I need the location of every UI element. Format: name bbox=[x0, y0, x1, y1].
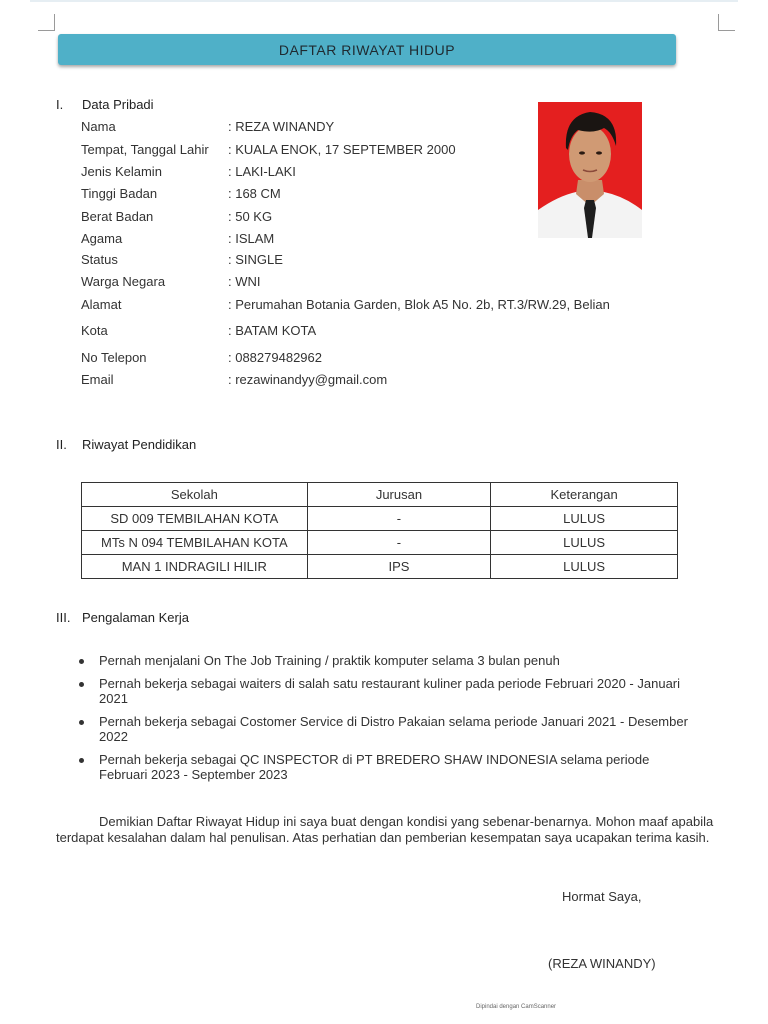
table-row bbox=[82, 555, 678, 579]
field-label: Jenis Kelamin bbox=[81, 164, 162, 179]
margin-corner-mark-right bbox=[718, 14, 735, 31]
section-number: II. bbox=[56, 437, 67, 452]
margin-corner-mark-left bbox=[38, 14, 55, 31]
list-item bbox=[79, 752, 689, 782]
field-value: : rezawinandyy@gmail.com bbox=[228, 372, 388, 387]
scanner-watermark: Dipindai dengan CamScanner bbox=[476, 1004, 557, 1010]
table-cell: LULUS bbox=[491, 531, 678, 555]
document-title: DAFTAR RIWAYAT HIDUP bbox=[58, 34, 676, 65]
education-table bbox=[81, 482, 678, 579]
page-top-edge bbox=[30, 0, 738, 2]
field-label: Status bbox=[81, 252, 118, 267]
table-row bbox=[82, 531, 678, 555]
closing-greeting: Hormat Saya, bbox=[562, 889, 642, 904]
profile-photo bbox=[538, 102, 642, 238]
work-item-text: Pernah menjalani On The Job Training / praktik komputer selama 3 bulan penuh bbox=[99, 653, 560, 668]
closing-paragraph: Demikian Daftar Riwayat Hidup ini saya buat dengan kondisi yang sebenar-benarnya. Mohon maaf apabila terdapat kesalahan dalam hal penulisan. Atas perhatian dan pemberian kesempatan saya ucapakan terima kasih. bbox=[56, 814, 714, 845]
field-label: Email bbox=[81, 372, 114, 387]
table-header-row bbox=[82, 483, 678, 507]
signature-name: (REZA WINANDY) bbox=[548, 956, 656, 971]
column-header-school: Sekolah bbox=[82, 483, 308, 507]
field-label: Warga Negara bbox=[81, 274, 166, 289]
field-label: Berat Badan bbox=[81, 209, 154, 224]
field-value: : WNI bbox=[228, 274, 261, 289]
column-header-major: Jurusan bbox=[307, 483, 491, 507]
work-item-text: Pernah bekerja sebagai waiters di salah satu restaurant kuliner pada periode Februari 2020 - Januari 2021 bbox=[99, 676, 681, 706]
field-value: : SINGLE bbox=[228, 252, 283, 267]
table-cell: - bbox=[307, 531, 491, 555]
bullet-icon bbox=[79, 758, 84, 763]
table-cell: LULUS bbox=[491, 507, 678, 531]
field-label: Tinggi Badan bbox=[81, 186, 158, 201]
section-title: Pengalaman Kerja bbox=[82, 610, 189, 625]
section-title: Data Pribadi bbox=[82, 97, 154, 112]
person-portrait-icon bbox=[538, 102, 642, 238]
table-row bbox=[82, 507, 678, 531]
table-cell: SD 009 TEMBILAHAN KOTA bbox=[82, 507, 308, 531]
table-cell: LULUS bbox=[491, 555, 678, 579]
field-value: : 168 CM bbox=[228, 186, 281, 201]
field-label: Nama bbox=[81, 119, 116, 134]
bullet-icon bbox=[79, 682, 84, 687]
work-experience-list bbox=[79, 653, 689, 790]
field-value: : Perumahan Botania Garden, Blok A5 No. 2b, RT.3/RW.29, Belian bbox=[228, 297, 610, 312]
field-value: : ISLAM bbox=[228, 231, 275, 246]
bullet-icon bbox=[79, 720, 84, 725]
section-title: Riwayat Pendidikan bbox=[82, 437, 197, 452]
field-value: : KUALA ENOK, 17 SEPTEMBER 2000 bbox=[228, 142, 456, 157]
field-label: Tempat, Tanggal Lahir bbox=[81, 142, 209, 157]
list-item bbox=[79, 676, 689, 706]
table-cell: MTs N 094 TEMBILAHAN KOTA bbox=[82, 531, 308, 555]
list-item bbox=[79, 653, 689, 668]
bullet-icon bbox=[79, 659, 84, 664]
field-label: Kota bbox=[81, 323, 108, 338]
field-value: : BATAM KOTA bbox=[228, 323, 317, 338]
table-cell: MAN 1 INDRAGILI HILIR bbox=[82, 555, 308, 579]
field-value: : REZA WINANDY bbox=[228, 119, 335, 134]
work-item-text: Pernah bekerja sebagai Costomer Service di Distro Pakaian selama periode Januari 2021 - Desember 2022 bbox=[99, 714, 688, 744]
field-label: Agama bbox=[81, 231, 123, 246]
list-item bbox=[79, 714, 689, 744]
field-label: No Telepon bbox=[81, 350, 147, 365]
field-value: : 50 KG bbox=[228, 209, 273, 224]
column-header-remarks: Keterangan bbox=[491, 483, 678, 507]
field-value: : LAKI-LAKI bbox=[228, 164, 296, 179]
work-item-text: Pernah bekerja sebagai QC INSPECTOR di PT BREDERO SHAW INDONESIA selama periode Februari 2023 - September 2023 bbox=[99, 752, 650, 782]
field-value: : 088279482962 bbox=[228, 350, 322, 365]
field-label: Alamat bbox=[81, 297, 122, 312]
table-cell: IPS bbox=[307, 555, 491, 579]
section-number: I. bbox=[56, 97, 64, 112]
table-cell: - bbox=[307, 507, 491, 531]
section-number: III. bbox=[56, 610, 71, 625]
